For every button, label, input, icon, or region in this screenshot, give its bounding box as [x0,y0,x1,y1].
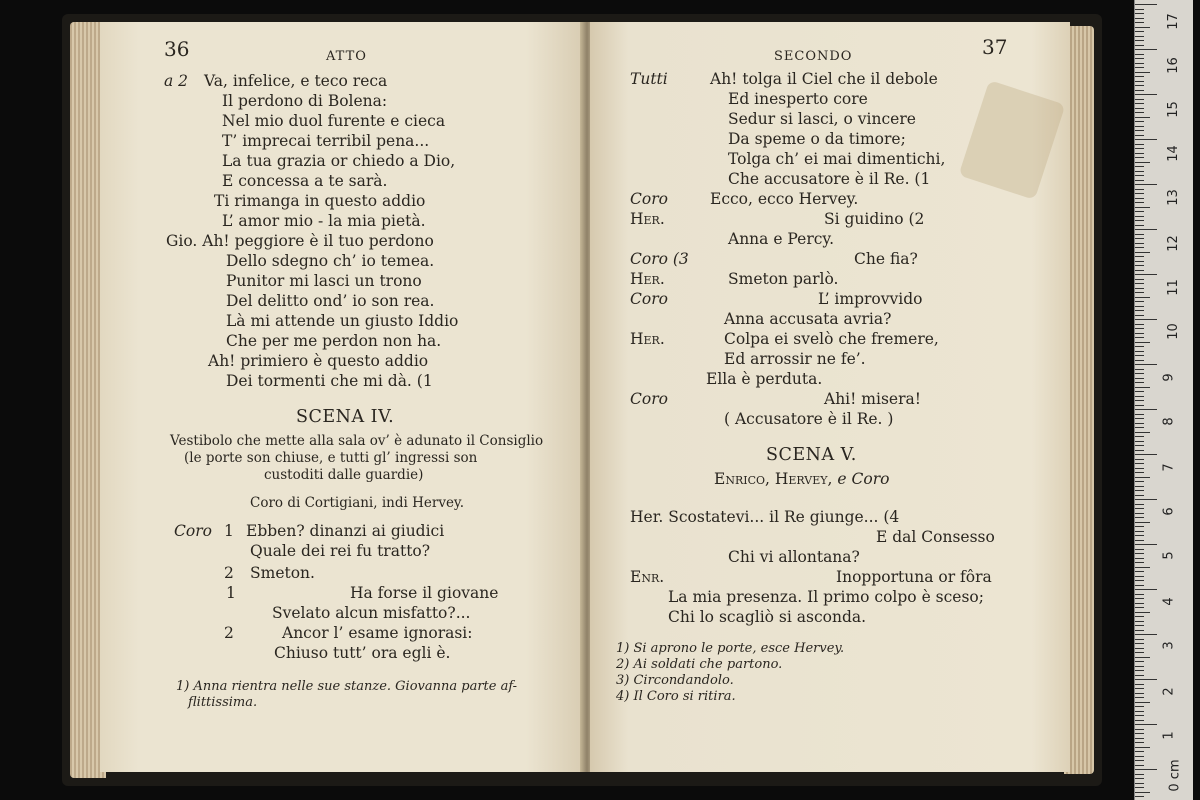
ruler-tick [1135,90,1144,91]
verse-line: Là mi attende un giusto Iddio [226,312,459,330]
ruler-tick [1135,490,1144,491]
ruler-tick [1135,733,1144,734]
ruler-tick [1135,697,1144,698]
chorus-number: 1 [224,522,234,540]
ruler-tick [1135,220,1144,221]
ruler-tick [1135,468,1144,469]
ruler-tick [1135,324,1144,325]
ruler-tick [1135,81,1144,82]
ruler-tick [1135,751,1144,752]
ruler-label: 12 [1165,235,1181,252]
ruler-tick [1135,495,1144,496]
ruler-tick [1135,103,1144,104]
dialogue-line: Ecco, ecco Hervey. [710,190,859,208]
dialogue-line: Quale dei rei fu tratto? [250,542,431,560]
ruler-tick [1135,315,1144,316]
ruler-tick [1135,580,1144,581]
ruler-tick [1135,22,1144,23]
ruler-tick [1135,589,1157,590]
ruler-tick [1135,634,1157,635]
ruler-tick [1135,31,1144,32]
running-head-left: ATTO [326,49,367,64]
footnote: 1) Si aprono le porte, esce Hervey. [616,641,845,656]
ruler-tick [1135,76,1144,77]
ruler-tick [1135,639,1144,640]
verse-line: Tolga ch’ ei mai dimentichi, [728,150,946,168]
ruler-tick [1135,441,1144,442]
verse-line: Punitor mi lasci un trono [226,272,422,290]
dialogue-line: La mia presenza. Il primo colpo è sceso; [668,588,984,606]
ruler-tick [1135,688,1144,689]
ruler-tick [1135,531,1144,532]
ruler-tick [1135,711,1144,712]
ruler-tick [1135,171,1144,172]
ruler-tick [1135,558,1144,559]
ruler-tick [1135,297,1150,298]
verse-line: Ed inesperto core [728,90,868,108]
ruler-tick [1135,684,1144,685]
ruler-label: 0 cm [1167,759,1183,792]
ruler-tick [1135,792,1150,793]
ruler-tick [1135,427,1144,428]
ruler-label: 9 [1161,373,1177,382]
chorus-number: 1 [226,584,236,602]
verse-line: Ti rimanga in questo addio [214,192,426,210]
verse-line: Gio. Ah! peggiore è il tuo perdono [166,232,434,250]
ruler-tick [1135,459,1144,460]
ruler-label: 3 [1161,641,1177,650]
scene-cast: Coro [851,470,890,488]
ruler-tick [1135,378,1144,379]
ruler-tick [1135,162,1150,163]
ruler-tick [1135,567,1150,568]
ruler-tick [1135,306,1144,307]
verse-speaker: a 2 [164,72,189,90]
ruler-tick [1135,310,1144,311]
ruler-tick [1135,351,1144,352]
ruler-tick [1135,747,1150,748]
ruler-tick [1135,706,1144,707]
ruler-tick [1135,576,1144,577]
ruler-tick [1135,445,1144,446]
ruler-tick [1135,135,1144,136]
ruler-tick [1135,436,1144,437]
ruler-label: 5 [1161,551,1177,560]
ruler-tick [1135,193,1144,194]
ruler-tick [1135,288,1144,289]
ruler-tick [1135,391,1144,392]
dialogue-line: Anna accusata avria? [724,310,892,328]
scene-title: SCENA V. [766,445,857,465]
ruler-tick [1135,63,1144,64]
dialogue-line: Smeton parlò. [728,270,839,288]
verse-line: Va, infelice, e teco reca [204,72,388,90]
ruler-label: 15 [1165,101,1181,118]
ruler-tick [1135,49,1157,50]
ruler-tick [1135,112,1144,113]
ruler-tick [1135,13,1144,14]
verse-line: La tua grazia or chiedo a Dio, [222,152,456,170]
ruler-tick [1135,198,1144,199]
ruler-tick [1135,225,1144,226]
ruler-tick [1135,657,1150,658]
ruler-tick [1135,774,1144,775]
verse-line: L’ amor mio - la mia pietà. [222,212,426,230]
verse-line: Ah! tolga il Ciel che il debole [710,70,938,88]
ruler-tick [1135,382,1144,383]
ruler-tick [1135,211,1144,212]
scene-description: (le porte son chiuse, e tutti gl’ ingressi son [184,450,478,466]
ruler-tick [1135,481,1144,482]
verse-line: Che per me perdon non ha. [226,332,442,350]
ruler-tick [1135,4,1157,5]
scene-description: custoditi dalle guardie) [264,467,424,483]
ruler-tick [1135,423,1144,424]
ruler-tick [1135,373,1144,374]
ruler-tick [1135,571,1144,572]
ruler-tick [1135,486,1144,487]
ruler-tick [1135,535,1144,536]
ruler-tick [1135,153,1144,154]
ruler-tick [1135,508,1144,509]
chorus-number: 2 [224,624,234,642]
ruler-tick [1135,40,1144,41]
footnote: flittissima. [188,695,258,710]
scene-cast-conjunction: e [837,470,847,488]
scene-cast: Coro di Cortigiani, indi Hervey. [250,495,465,511]
dialogue-line: E dal Consesso [876,528,995,546]
ruler-tick [1135,261,1144,262]
ruler-tick [1135,720,1144,721]
ruler-tick [1135,724,1157,725]
ruler-tick [1135,607,1144,608]
ruler-label: 16 [1165,57,1181,74]
speaker-label: Her. [630,330,665,348]
verse-line: Ah! primiero è questo addio [208,352,429,370]
ruler-tick [1135,603,1144,604]
ruler-label: 1 [1161,731,1177,740]
measuring-ruler [1134,0,1193,800]
ruler-tick [1135,337,1144,338]
ruler-tick [1135,369,1144,370]
dialogue-line: Chiuso tutt’ ora egli è. [274,644,451,662]
ruler-tick [1135,612,1150,613]
ruler-label: 14 [1165,145,1181,162]
ruler-tick [1135,522,1150,523]
ruler-tick [1135,648,1144,649]
verse-line: E concessa a te sarà. [222,172,388,190]
ruler-tick [1135,702,1150,703]
ruler-tick [1135,360,1144,361]
scene-cast: Enrico, Hervey, [714,470,833,488]
ruler-tick [1135,126,1144,127]
dialogue-line: Colpa ei svelò che fremere, [724,330,939,348]
ruler-tick [1135,679,1157,680]
ruler-label: 10 [1165,323,1181,340]
ruler-tick [1135,247,1144,248]
dialogue-line: Ahi! misera! [824,390,921,408]
footnote: 1) Anna rientra nelle sue stanze. Giovanna parte af- [176,679,518,694]
dialogue-line: Ha forse il giovane [350,584,499,602]
ruler-tick [1135,333,1144,334]
dialogue-line: Her. Scostatevi... il Re giunge... (4 [630,508,900,526]
speaker-label: Coro [174,522,212,540]
speaker-label: Her. [630,270,665,288]
ruler-label: 13 [1165,189,1181,206]
ruler-tick [1135,499,1157,500]
ruler-tick [1135,355,1144,356]
ruler-tick [1135,18,1144,19]
ruler-label: 7 [1161,463,1177,472]
ruler-tick [1135,189,1144,190]
footnote: 2) Ai soldati che partono. [616,657,783,672]
ruler-tick [1135,175,1144,176]
ruler-tick [1135,117,1150,118]
ruler-tick [1135,598,1144,599]
ruler-tick [1135,544,1157,545]
ruler-tick [1135,238,1144,239]
ruler-tick [1135,207,1150,208]
ruler-tick [1135,715,1144,716]
ruler-tick [1135,504,1144,505]
verse-line: Del delitto ond’ io son rea. [226,292,435,310]
ruler-tick [1135,652,1144,653]
verse-line: Sedur si lasci, o vincere [728,110,916,128]
speaker-label: Coro [630,190,668,208]
ruler-tick [1135,472,1144,473]
ruler-tick [1135,778,1144,779]
ruler-tick [1135,184,1157,185]
dialogue-line: Che fia? [854,250,918,268]
verse-line: Che accusatore è il Re. (1 [728,170,931,188]
ruler-tick [1135,279,1144,280]
dialogue-line: Chi lo scagliò si asconda. [668,608,867,626]
ruler-tick [1135,760,1144,761]
ruler-tick [1135,405,1144,406]
ruler-tick [1135,783,1144,784]
ruler-tick [1135,243,1144,244]
ruler-tick [1135,387,1150,388]
ruler-tick [1135,148,1144,149]
ruler-tick [1135,396,1144,397]
ruler-label: 2 [1161,687,1177,696]
ruler-tick [1135,693,1144,694]
page-number-left: 36 [164,37,190,61]
ruler-tick [1135,67,1144,68]
ruler-tick [1135,585,1144,586]
dialogue-line: Ancor l’ esame ignorasi: [282,624,473,642]
ruler-tick [1135,409,1157,410]
ruler-tick [1135,450,1144,451]
ruler-tick [1135,27,1150,28]
verse-line: Da speme o da timore; [728,130,906,148]
ruler-tick [1135,301,1144,302]
ruler-tick [1135,666,1144,667]
ruler-tick [1135,54,1144,55]
speaker-label: Coro (3 [630,250,689,268]
ruler-tick [1135,526,1144,527]
ruler-tick [1135,661,1144,662]
ruler-tick [1135,45,1144,46]
ruler-tick [1135,418,1144,419]
dialogue-line: L’ improvvido [818,290,923,308]
ruler-tick [1135,108,1144,109]
verse-line: T’ imprecai terribil pena... [222,132,430,150]
ruler-tick [1135,540,1144,541]
ruler-tick [1135,342,1150,343]
ruler-tick [1135,130,1144,131]
ruler-tick [1135,319,1157,320]
ruler-tick [1135,94,1157,95]
ruler-tick [1135,414,1144,415]
ruler-label: 17 [1165,13,1181,30]
ruler-tick [1135,283,1144,284]
ruler-tick [1135,216,1144,217]
speaker-label: Coro [630,390,668,408]
ruler-label: 4 [1161,597,1177,606]
left-page [100,22,584,772]
dialogue-line: ( Accusatore è il Re. ) [724,410,894,428]
speaker-label: Enr. [630,568,665,586]
scene-description: Vestibolo che mette alla sala ov’ è adunato il Consiglio [170,433,544,449]
dialogue-line: Chi vi allontana? [728,548,860,566]
ruler-tick [1135,265,1144,266]
speaker-label: Tutti [630,70,668,88]
ruler-tick [1135,180,1144,181]
ruler-tick [1135,234,1144,235]
ruler-tick [1135,229,1157,230]
ruler-label: 6 [1161,507,1177,516]
ruler-tick [1135,670,1144,671]
ruler-tick [1135,144,1144,145]
ruler-tick [1135,121,1144,122]
ruler-tick [1135,553,1144,554]
ruler-tick [1135,256,1144,257]
dialogue-line: Ed arrossir ne fe’. [724,350,866,368]
speaker-label: Coro [630,290,668,308]
ruler-tick [1135,594,1144,595]
ruler-tick [1135,549,1144,550]
ruler-tick [1135,756,1144,757]
scene-title: SCENA IV. [296,407,395,427]
ruler-tick [1135,616,1144,617]
ruler-tick [1135,643,1144,644]
ruler-tick [1135,463,1144,464]
ruler-tick [1135,562,1144,563]
ruler-tick [1135,157,1144,158]
ruler-tick [1135,400,1144,401]
ruler-tick [1135,765,1144,766]
dialogue-line: Anna e Percy. [728,230,835,248]
dialogue-line: Si guidino (2 [824,210,925,228]
ruler-tick [1135,625,1144,626]
verse-line: Nel mio duol furente e cieca [222,112,446,130]
verse-line: Dei tormenti che mi dà. (1 [226,372,433,390]
dialogue-line: Inopportuna or fôra [836,568,992,586]
ruler-tick [1135,621,1144,622]
ruler-label: 8 [1161,417,1177,426]
ruler-tick [1135,729,1144,730]
ruler-label: 11 [1165,279,1181,296]
dialogue-line: Ella è perduta. [706,370,823,388]
page-number-right: 37 [982,35,1008,59]
ruler-tick [1135,796,1144,797]
chorus-number: 2 [224,564,234,582]
ruler-tick [1135,432,1150,433]
ruler-tick [1135,364,1157,365]
ruler-tick [1135,36,1144,37]
ruler-tick [1135,99,1144,100]
ruler-tick [1135,58,1144,59]
ruler-tick [1135,85,1144,86]
ruler-tick [1135,270,1144,271]
ruler-tick [1135,346,1144,347]
running-head-right: SECONDO [774,49,853,64]
ruler-tick [1135,72,1150,73]
dialogue-line: Smeton. [250,564,315,582]
ruler-tick [1135,517,1144,518]
ruler-tick [1135,477,1150,478]
ruler-tick [1135,742,1144,743]
speaker-label: Her. [630,210,665,228]
ruler-tick [1135,769,1157,770]
ruler-tick [1135,454,1157,455]
footnote: 3) Circondandolo. [616,673,734,688]
ruler-tick [1135,675,1144,676]
ruler-tick [1135,292,1144,293]
ruler-tick [1135,9,1144,10]
ruler-tick [1135,787,1144,788]
ruler-tick [1135,630,1144,631]
dialogue-line: Svelato alcun misfatto?... [272,604,471,622]
ruler-tick [1135,513,1144,514]
ruler-tick [1135,202,1144,203]
ruler-tick [1135,166,1144,167]
ruler-tick [1135,252,1150,253]
footnote: 4) Il Coro si ritira. [616,689,736,704]
ruler-tick [1135,139,1157,140]
ruler-tick [1135,274,1157,275]
ruler-tick [1135,738,1144,739]
ruler-tick [1135,328,1144,329]
verse-line: Dello sdegno ch’ io temea. [226,252,435,270]
verse-line: Il perdono di Bolena: [222,92,388,110]
dialogue-line: Ebben? dinanzi ai giudici [246,522,445,540]
